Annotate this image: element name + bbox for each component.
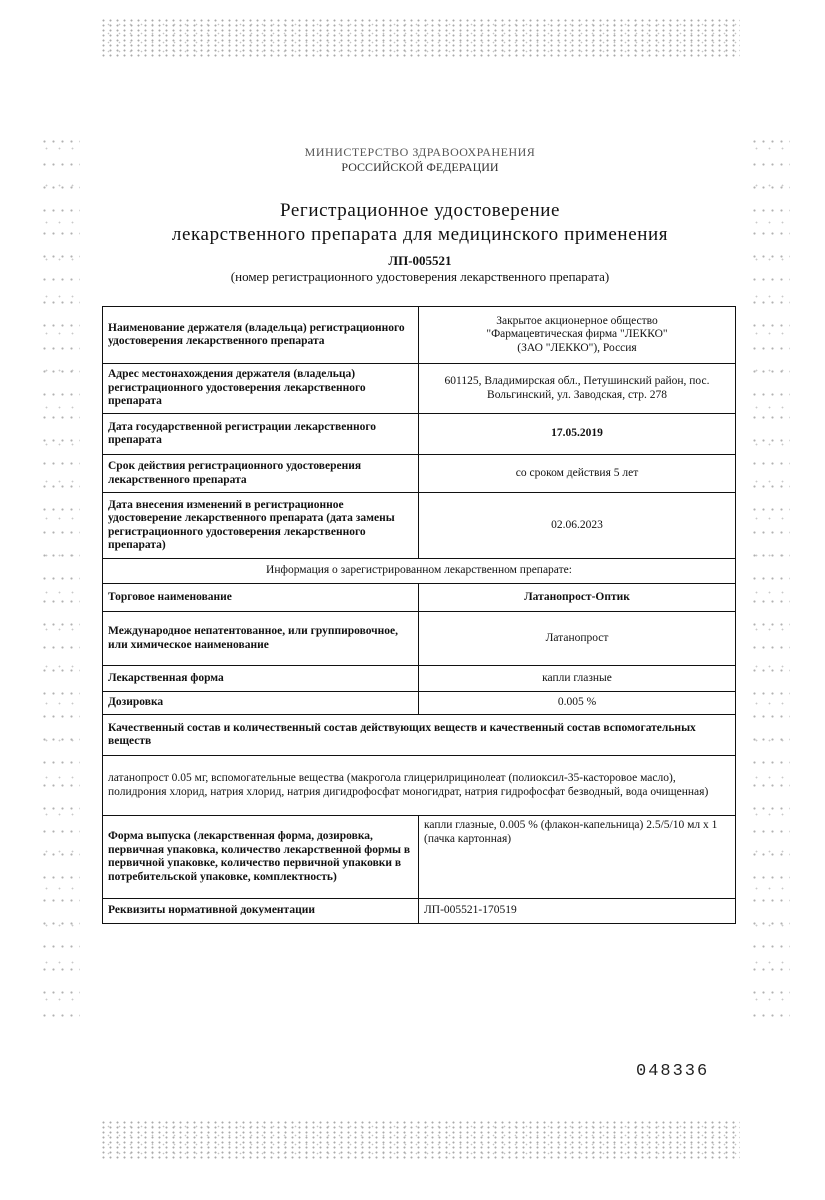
section-info-heading: Информация о зарегистрированном лекарственном препарате: xyxy=(103,559,736,584)
change-date-label: Дата внесения изменений в регистрационное удостоверение лекарственного препарата (дата замены регистрационного удостоверения лекарственного препарата) xyxy=(103,493,419,559)
table-row-dosage xyxy=(103,692,736,715)
table-row-dosage-form xyxy=(103,666,736,692)
form-serial-number: 048336 xyxy=(636,1062,710,1081)
table-row-composition-value xyxy=(103,756,736,816)
dosage-label: Дозировка xyxy=(103,692,419,715)
table-row-holder-name xyxy=(103,307,736,364)
certificate-table xyxy=(102,306,736,924)
holder-name-line1: Закрытое акционерное общество xyxy=(496,314,658,327)
registration-date-value: 17.05.2019 xyxy=(419,414,736,455)
composition-heading: Качественный состав и количественный состав действующих веществ и качественный состав вспомогательных веществ xyxy=(103,715,736,756)
table-row-inn xyxy=(103,612,736,666)
composition-value: латанопрост 0.05 мг, вспомогательные вещества (макрогола глицерилрицинолеат (полиоксил-35-касторовое масло), полидрония хлорид, натрия хлорид, натрия дигидрофосфат моногидрат, натрия гидрофосфат безводный, вода очищенная) xyxy=(103,756,736,816)
trade-name-value: Латанопрост-Оптик xyxy=(419,584,736,612)
table-row-release-form xyxy=(103,816,736,899)
document-title-line2: лекарственного препарата для медицинского применения xyxy=(171,224,669,245)
inn-value: Латанопрост xyxy=(419,612,736,666)
registration-date-label: Дата государственной регистрации лекарственного препарата xyxy=(103,414,419,455)
table-row-change-date xyxy=(103,493,736,559)
validity-value: со сроком действия 5 лет xyxy=(419,455,736,493)
release-form-value: капли глазные, 0.005 % (флакон-капельница) 2.5/5/10 мл х 1 (пачка картонная) xyxy=(419,816,736,899)
table-row-section-info xyxy=(103,559,736,584)
release-form-label: Форма выпуска (лекарственная форма, дозировка, первичная упаковка, количество лекарственной формы в первичной упаковке, количество первичной упаковки в потребительской упаковке, комплектность) xyxy=(103,816,419,899)
holder-address-label: Адрес местонахождения держателя (владельца) регистрационного удостоверения лекарственного препарата xyxy=(103,364,419,414)
document-header xyxy=(100,145,740,285)
table-row-composition-header xyxy=(103,715,736,756)
table-row-trade-name xyxy=(103,584,736,612)
registration-number: ЛП-005521 xyxy=(388,253,452,268)
scan-noise-left-margin xyxy=(40,130,80,1030)
dosage-value: 0.005 % xyxy=(419,692,736,715)
change-date-value: 02.06.2023 xyxy=(419,493,736,559)
table-row-holder-address xyxy=(103,364,736,414)
holder-name-line2: "Фармацевтическая фирма "ЛЕККО" xyxy=(486,328,668,341)
validity-label: Срок действия регистрационного удостоверения лекарственного препарата xyxy=(103,455,419,493)
ministry-name: МИНИСТЕРСТВО ЗДРАВООХРАНЕНИЯ xyxy=(304,145,536,159)
table-row-registration-date xyxy=(103,414,736,455)
normative-doc-label: Реквизиты нормативной документации xyxy=(103,899,419,924)
table-row-validity xyxy=(103,455,736,493)
decorative-security-pattern-bottom xyxy=(100,1120,740,1160)
country-name: РОССИЙСКОЙ ФЕДЕРАЦИИ xyxy=(341,160,499,174)
dosage-form-value: капли глазные xyxy=(419,666,736,692)
inn-label: Международное непатентованное, или группировочное, или химическое наименование xyxy=(103,612,419,666)
holder-name-value xyxy=(419,307,736,364)
scan-noise-right-margin xyxy=(750,130,790,1030)
decorative-security-pattern-top xyxy=(100,18,740,58)
trade-name-label: Торговое наименование xyxy=(103,584,419,612)
table-row-normative-doc xyxy=(103,899,736,924)
dosage-form-label: Лекарственная форма xyxy=(103,666,419,692)
document-title-line1: Регистрационное удостоверение xyxy=(279,200,561,221)
normative-doc-value: ЛП-005521-170519 xyxy=(419,899,736,924)
holder-name-label: Наименование держателя (владельца) регистрационного удостоверения лекарственного препарата xyxy=(103,307,419,364)
registration-number-caption: (номер регистрационного удостоверения лекарственного препарата) xyxy=(230,269,610,284)
holder-address-value: 601125, Владимирская обл., Петушинский район, пос. Вольгинский, ул. Заводская, стр. 278 xyxy=(419,364,736,414)
holder-name-line3: (ЗАО "ЛЕККО"), Россия xyxy=(517,341,637,354)
